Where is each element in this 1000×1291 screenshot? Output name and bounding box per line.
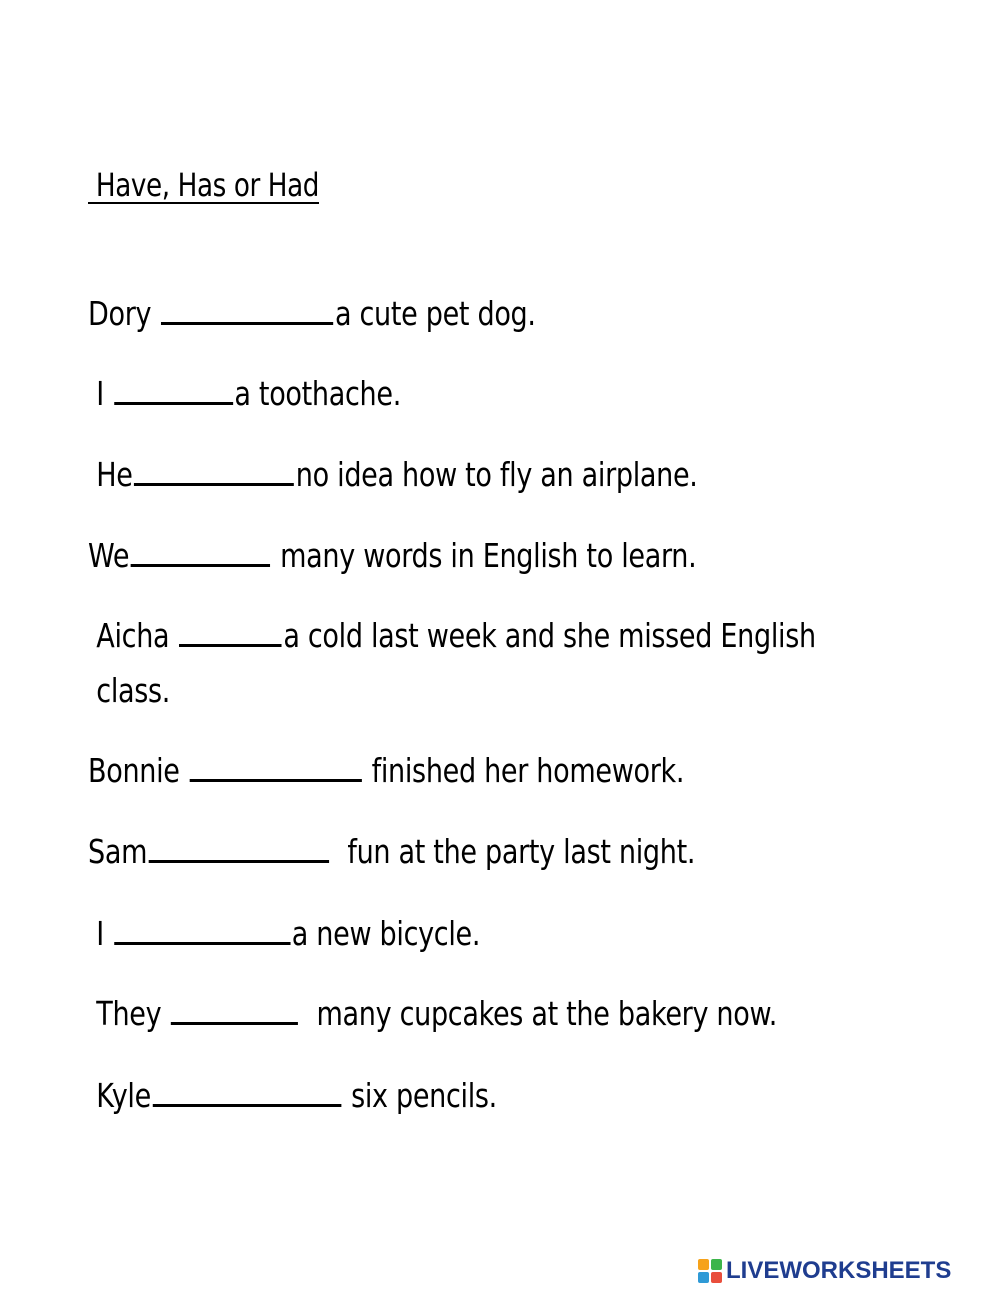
sentence-6-post: finished her homework. [363,751,685,790]
answer-blank-5[interactable] [179,640,282,647]
sentence-10-pre: Kyle [88,1076,151,1115]
sentence-5-continued: class. [88,671,171,710]
sentence-1 [88,288,536,339]
sentence-5-pre: Aicha [88,616,178,655]
logo-text: LIVEWORKSHEETS [726,1257,952,1284]
sentence-3-post: no idea how to fly an airplane. [295,455,698,494]
sentence-9-pre: They [88,994,170,1033]
sentence-2 [88,368,401,419]
logo-blocks-icon [698,1259,722,1283]
sentence-2-pre: I [88,374,113,413]
answer-blank-9[interactable] [171,1018,298,1025]
logo-block-2 [711,1259,722,1270]
sentence-4-pre: We [88,536,130,575]
logo-block-1 [698,1259,709,1270]
sentence-7 [88,826,695,877]
sentence-4-post: many words in English to learn. [271,536,697,575]
answer-blank-3[interactable] [134,479,294,486]
sentence-10-post: six pencils. [342,1076,497,1115]
answer-blank-4[interactable] [131,560,270,567]
sentence-5-post: a cold last week and she missed English [283,616,816,655]
answer-blank-6[interactable] [190,775,362,782]
sentence-9-post: many cupcakes at the bakery now. [299,994,778,1033]
worksheet-title: Have, Has or Had [88,166,320,204]
sentence-3 [88,449,698,500]
sentence-7-post: fun at the party last night. [330,832,696,871]
sentence-8-post: a new bicycle. [291,914,481,953]
sentence-6 [88,745,684,796]
logo-block-4 [711,1272,722,1283]
answer-blank-10[interactable] [153,1100,342,1107]
sentence-5 [88,610,816,661]
sentence-1-pre: Dory [88,294,160,333]
sentence-6-pre: Bonnie [88,751,188,790]
sentence-8-pre: I [88,914,113,953]
sentence-7-pre: Sam [88,832,148,871]
logo-block-3 [698,1272,709,1283]
answer-blank-8[interactable] [114,938,290,945]
sentence-8 [88,908,480,959]
sentence-2-post: a toothache. [234,374,401,413]
sentence-3-pre: He [88,455,133,494]
answer-blank-7[interactable] [149,856,329,863]
sentence-4 [88,530,696,581]
sentence-1-post: a cute pet dog. [334,294,536,333]
answer-blank-1[interactable] [161,318,333,325]
sentence-10 [88,1070,497,1121]
liveworksheets-logo [698,1255,951,1287]
sentence-9 [88,988,777,1039]
answer-blank-2[interactable] [114,398,233,405]
